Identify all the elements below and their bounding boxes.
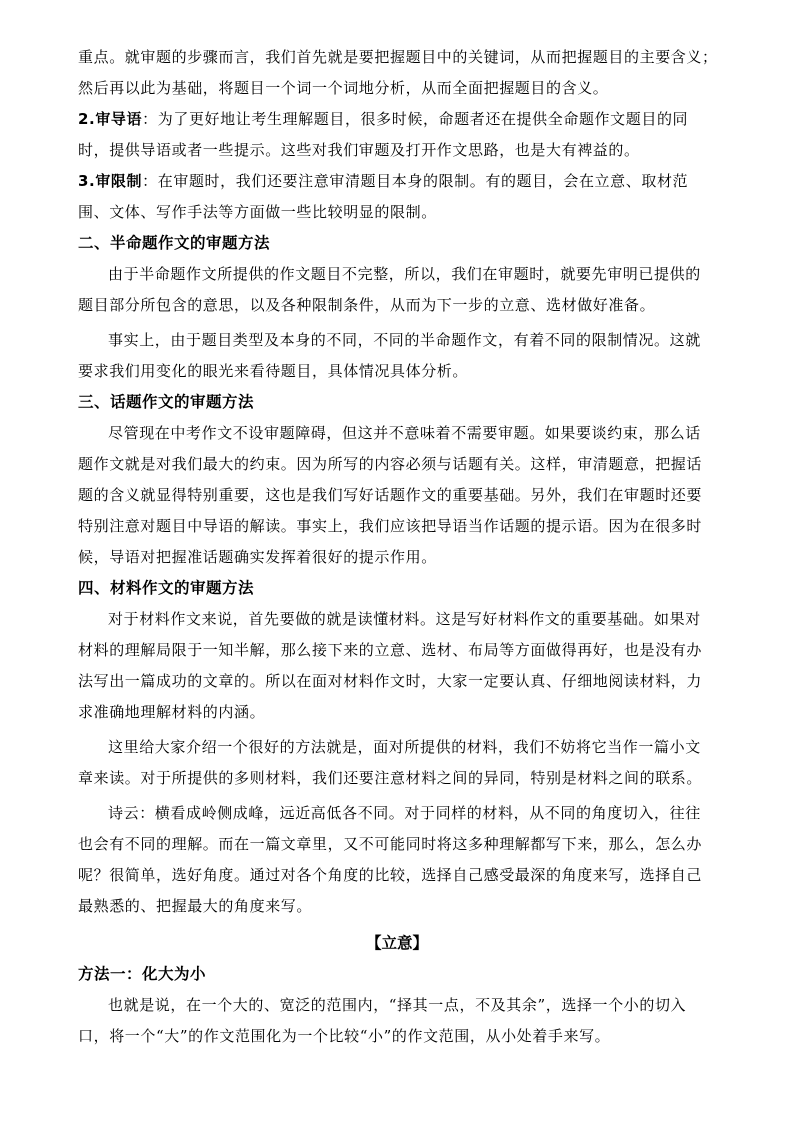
paragraph: 事实上，由于题目类型及本身的不同，不同的半命题作文，有着不同的限制情况。这就要求我们用变化的眼光来看待题目，具体情况具体分析。 [78, 331, 701, 380]
paragraph: 对于材料作文来说，首先要做的就是读懂材料。这是写好材料作文的重要基础。如果对材料的理解局限于一知半解，那么接下来的立意、选材、布局等方面做得再好，也是没有办法写出一篇成功的文章的。所以在面对材料作文时，大家一定要认真、仔细地阅读材料，力求准确地理解材料的内涵。 [78, 610, 703, 721]
item-text: ：在审题时，我们还要注意审清题目本身的限制。有的题目，会在立意、取材范围、文体、写作手法等方面做一些比较明显的限制。 [78, 172, 689, 221]
intro-line-2: 然后再以此为基础，将题目一个词一个词地分析，从而全面把握题目的含义。 [78, 79, 609, 97]
paragraph: 这里给大家介绍一个很好的方法就是，面对所提供的材料，我们不妨将它当作一篇小文章来读。对于所提供的多则材料，我们还要注意材料之间的异同，特别是材料之间的联系。 [78, 738, 703, 787]
intro-line-1: 重点。就审题的步骤而言，我们首先就是要把握题目中的关键词，从而把握题目的主要含义； [78, 48, 718, 66]
item-shen-xianzhi [78, 166, 716, 228]
item-shen-daoyu [78, 104, 716, 166]
method-heading: 方法一：化大为小 [78, 965, 207, 983]
paragraph: 诗云：横看成岭侧成峰，远近高低各不同。对于同样的材料，从不同的角度切入，往往也会有不同的理解。而在一篇文章里，又不可能同时将这多种理解都写下来，那么，怎么办呢？很简单，选好角度。通过对各个角度的比较，选择自己感受最深的角度来写，选择自己最熟悉的、把握最大的角度来写。 [78, 804, 703, 915]
section-heading: 二、半命题作文的审题方法 [78, 234, 271, 252]
item-text: ：为了更好地让考生理解题目，很多时候，命题者还在提供全命题作文题目的同时，提供导语或者一些提示。这些对我们审题及打开作文思路，也是大有裨益的。 [78, 110, 689, 159]
paragraph: 也就是说，在一个大的、宽泛的范围内，“择其一点，不及其余”，选择一个小的切入口，将一个“大”的作文范围化为一个比较“小”的作文范围，从小处着手来写。 [78, 996, 687, 1045]
paragraph: 由于半命题作文所提供的作文题目不完整，所以，我们在审题时，就要先审明已提供的题目部分所包含的意思，以及各种限制条件，从而为下一步的立意、选材做好准备。 [78, 265, 701, 314]
item-label: 3.审限制 [78, 172, 143, 190]
section-title-lixi: 【立意】 [365, 934, 428, 952]
paragraph: 尽管现在中考作文不设审题障碍，但这并不意味着不需要审题。如果要谈约束，那么话题作文就是对我们最大的约束。因为所写的内容必须与话题有关。这样，审清题意，把握话题的含义就显得特别重要，这也是我们写好话题作文的重要基础。另外，我们在审题时还要特别注意对题目中导语的解读。事实上，我们应该把导语当作话题的提示语。因为在很多时候，导语对把握准话题确实发挥着很好的提示作用。 [78, 424, 703, 566]
section-heading: 三、话题作文的审题方法 [78, 393, 255, 411]
section-heading: 四、材料作文的审题方法 [78, 579, 255, 597]
item-label: 2.审导语 [78, 110, 143, 128]
